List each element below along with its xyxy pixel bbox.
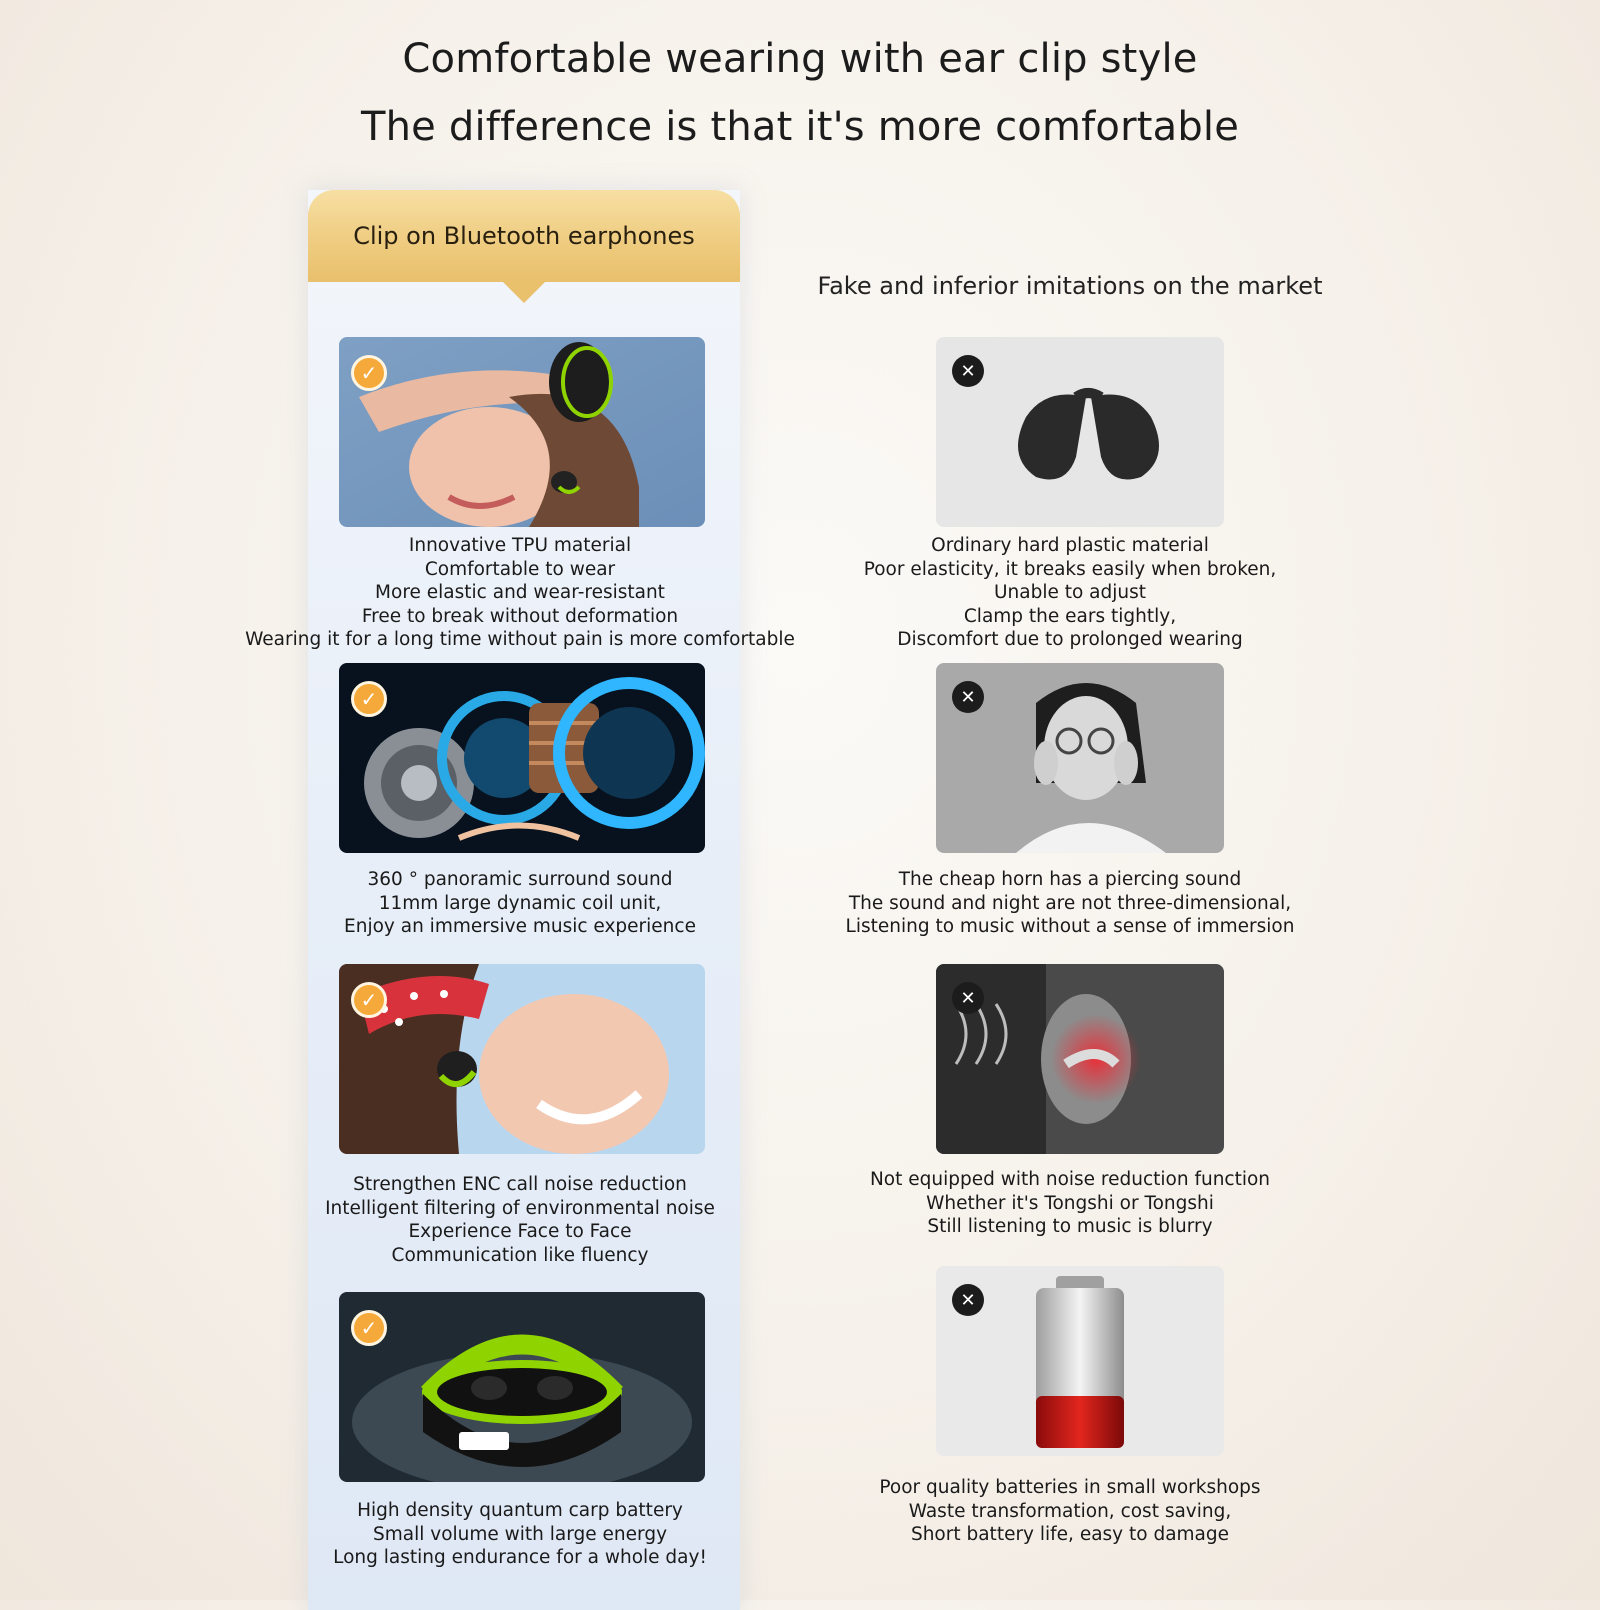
- check-icon: ✓: [351, 681, 387, 717]
- photo-charging-case: [339, 1292, 705, 1482]
- caption-line: Long lasting endurance for a whole day!: [333, 1547, 707, 1568]
- caption-line: Not equipped with noise reduction function: [869, 1169, 1271, 1190]
- caption-line: Discomfort due to prolonged wearing: [897, 629, 1243, 650]
- cross-icon: ✕: [952, 982, 984, 1014]
- caption-line: Strengthen ENC call noise reduction: [353, 1174, 687, 1195]
- caption-line: Whether it's Tongshi or Tongshi: [926, 1192, 1214, 1214]
- photo-low-battery: [936, 1266, 1224, 1456]
- cross-icon: ✕: [952, 1284, 984, 1316]
- headline-secondary: The difference is that it's more comfortable: [360, 104, 1240, 150]
- genuine-caption-1: [230, 534, 810, 652]
- genuine-caption-2: [230, 868, 810, 939]
- check-icon: ✓: [351, 982, 387, 1018]
- caption-line: 360 ° panoramic surround sound: [367, 869, 673, 890]
- photo-woman-covering-ears: [936, 663, 1224, 853]
- caption-line: Unable to adjust: [993, 582, 1147, 603]
- check-icon: ✓: [351, 1310, 387, 1346]
- imitation-title: Fake and inferior imitations on the market: [817, 272, 1323, 300]
- imitation-caption-4: [800, 1476, 1340, 1547]
- caption-line: Listening to music without a sense of immersion: [845, 916, 1295, 937]
- caption-line: Still listening to music is blurry: [927, 1216, 1213, 1237]
- genuine-product-banner: [308, 190, 740, 282]
- imitation-caption-2: [800, 868, 1340, 939]
- imitation-caption-3: [800, 1168, 1340, 1239]
- caption-line: The cheap horn has a piercing sound: [898, 869, 1242, 890]
- caption-line: Comfortable to wear: [424, 558, 616, 580]
- imitation-caption-1: [800, 534, 1340, 652]
- caption-line: Clamp the ears tightly,: [963, 605, 1177, 627]
- photo-woman-wearing-earphone: [339, 337, 705, 527]
- caption-line: Free to break without deformation: [361, 605, 679, 627]
- caption-line: Short battery life, easy to damage: [910, 1524, 1230, 1545]
- cross-icon: ✕: [952, 681, 984, 713]
- caption-line: Experience Face to Face: [408, 1221, 632, 1242]
- caption-line: More elastic and wear-resistant: [375, 582, 665, 603]
- caption-line: Communication like fluency: [391, 1244, 649, 1266]
- photo-speaker-driver-explosion: [339, 663, 705, 853]
- caption-line: Waste transformation, cost saving,: [908, 1500, 1232, 1522]
- caption-line: Intelligent filtering of environmental noise: [325, 1197, 715, 1219]
- caption-line: High density quantum carp battery: [357, 1500, 683, 1521]
- banner-pointer: [502, 281, 546, 303]
- banner-label: Clip on Bluetooth earphones: [353, 222, 695, 250]
- genuine-caption-4: [230, 1499, 810, 1570]
- caption-line: 11mm large dynamic coil unit,: [378, 892, 662, 914]
- caption-line: Small volume with large energy: [372, 1523, 668, 1545]
- caption-line: Innovative TPU material: [408, 535, 632, 556]
- caption-line: Poor elasticity, it breaks easily when broken,: [863, 558, 1277, 580]
- caption-line: Poor quality batteries in small workshops: [879, 1477, 1261, 1498]
- caption-line: Enjoy an immersive music experience: [344, 916, 696, 937]
- headline-primary: Comfortable wearing with ear clip style: [402, 36, 1198, 82]
- caption-line: Wearing it for a long time without pain is more comfortable: [245, 629, 795, 650]
- caption-line: Ordinary hard plastic material: [931, 535, 1209, 556]
- cross-icon: ✕: [952, 355, 984, 387]
- caption-line: The sound and night are not three-dimensional,: [848, 892, 1292, 914]
- check-icon: ✓: [351, 355, 387, 391]
- genuine-caption-3: [230, 1173, 810, 1267]
- photo-ear-pain: [936, 964, 1224, 1154]
- photo-hard-plastic-clip: [936, 337, 1224, 527]
- photo-girl-smiling-earphone: [339, 964, 705, 1154]
